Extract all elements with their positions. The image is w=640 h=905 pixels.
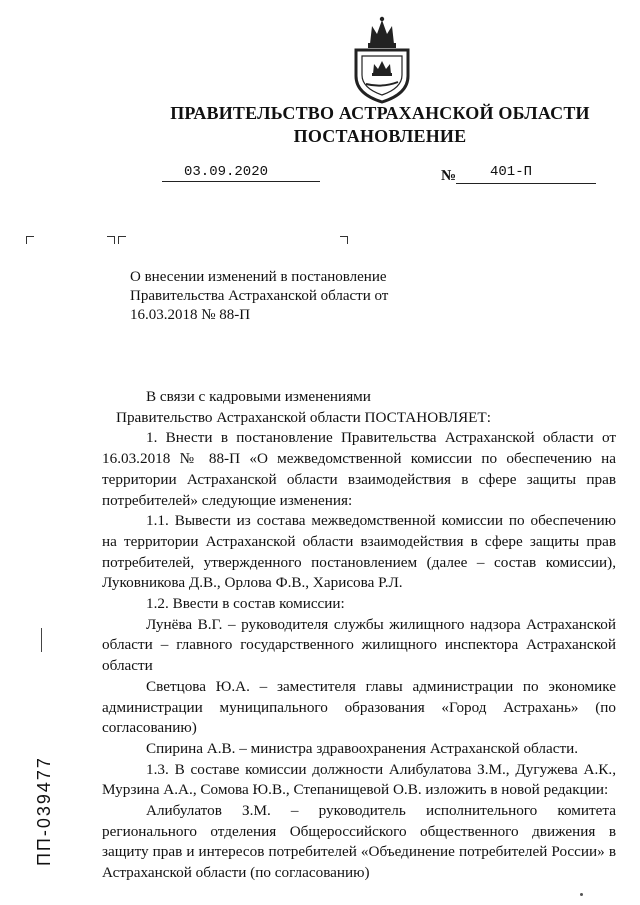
body-paragraph: 1.3. В составе комиссии должности Алибулатова З.М., Дугужева А.К., Мурзина А.А., Сомова Ю.В., Степанищевой О.В. изложить в новой редакции:: [102, 760, 616, 799]
coat-of-arms-emblem: [348, 14, 416, 104]
number-sign: №: [441, 168, 457, 184]
body-paragraph: 1.1. Вывести из состава межведомственной комиссии по обеспечению на территории Астраханской области взаимодействия в сфере защиты прав потребителей, утвержденного постановлением (далее – состав комиссии), Луковникова Д.В., Орлова Ф.В., Харисова Р.Л.: [102, 512, 616, 592]
serial-code: ПП-039477: [34, 756, 54, 866]
number-underline: [456, 183, 596, 184]
document-date: 03.09.2020: [184, 164, 269, 180]
body-paragraph: Алибулатов З.М. – руководитель исполнительного комитета регионального отделения Общероссийского общественного движения в защиту прав и интересов потребителей «Объединение потребителей России» в Астраханской области (по согласованию): [102, 802, 616, 882]
margin-line: [41, 628, 42, 652]
body-paragraph: Лунёва В.Г. – руководителя службы жилищного надзора Астраханской области – главного государственного жилищного инспектора Астраханской области: [102, 615, 616, 675]
corner-mark-left: [26, 236, 34, 244]
body-paragraph: В связи с кадровыми изменениями: [146, 388, 371, 405]
body-paragraph: Правительство Астраханской области ПОСТАНОВЛЯЕТ:: [116, 408, 491, 426]
government-title: ПРАВИТЕЛЬСТВО АСТРАХАНСКОЙ ОБЛАСТИ: [170, 103, 590, 123]
document-body: [102, 387, 616, 884]
scan-speck: [580, 893, 583, 896]
document-number: 401-П: [490, 164, 533, 180]
date-underline: [162, 181, 320, 182]
body-paragraph: Светцова Ю.А. – заместителя главы администрации по экономике администрации муниципального образования «Город Астрахань» (по согласованию): [102, 677, 616, 737]
body-paragraph: 1.2. Ввести в состав комиссии:: [146, 595, 345, 613]
corner-mark-mid-left: [107, 236, 115, 244]
body-paragraph: 1. Внести в постановление Правительства Астраханской области от 16.03.2018 № 88-П «О межведомственной комиссии по обеспечению на территории Астраханской области взаимодействия в сфере защиты прав потребителей» следующие изменения:: [102, 429, 616, 509]
corner-mark-mid-right: [118, 236, 126, 244]
document-type-title: ПОСТАНОВЛЕНИЕ: [293, 126, 467, 146]
document-subject: О внесении изменений в постановление Правительства Астраханской области от 16.03.2018 № 88-П: [130, 269, 389, 323]
body-paragraph: Спирина А.В. – министра здравоохранения Астраханской области.: [146, 739, 579, 757]
corner-mark-right: [340, 236, 348, 244]
